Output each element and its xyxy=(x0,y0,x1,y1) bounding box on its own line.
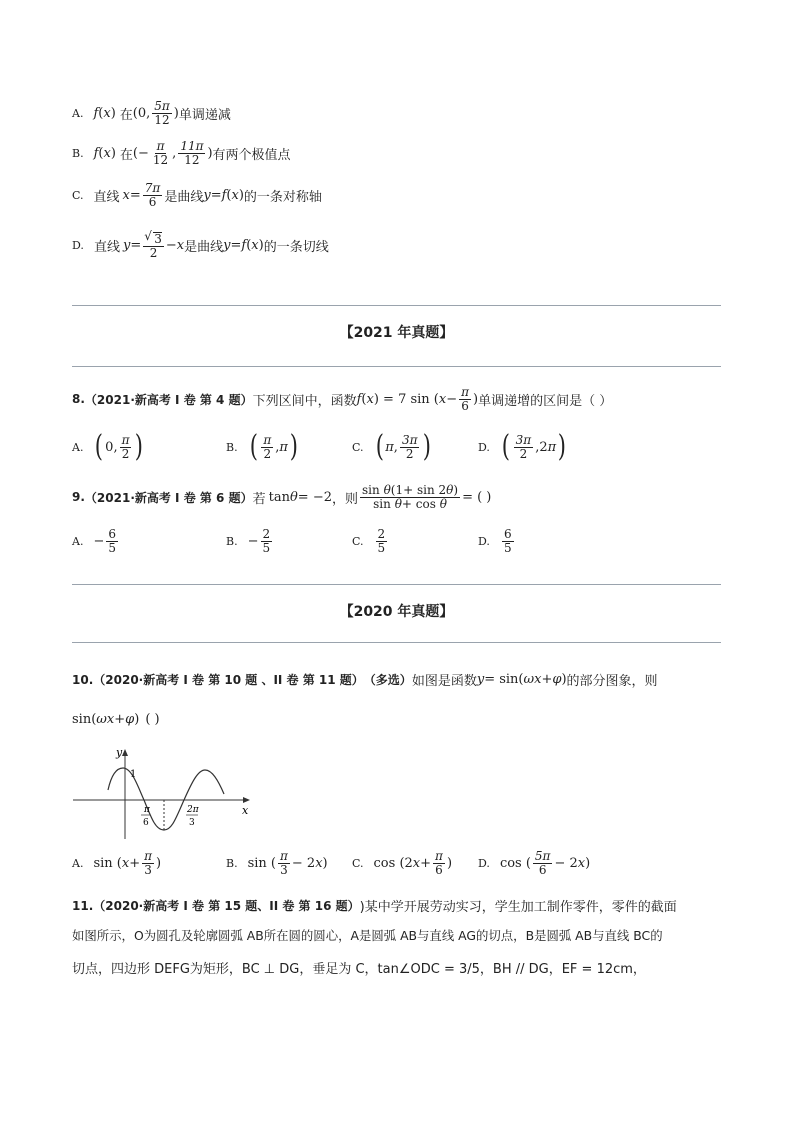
q8-option-c[interactable]: C. ( π , $\frac{3\pi}{2}$ ) xyxy=(352,429,432,464)
x-axis-arrow xyxy=(243,797,250,803)
q9-option-d[interactable]: D. $\frac{6}{5}$ xyxy=(478,527,512,555)
question-source: （2021·新高考 I 卷 第 6 题） xyxy=(84,490,253,505)
question-text: )某中学开展劳动实习，学生加工制作零件，零件的截面 xyxy=(359,900,677,915)
q10-option-a[interactable]: A. sin ( x + $\frac{\pi}{3}$ ) xyxy=(72,849,162,877)
question-11-line2 xyxy=(72,926,663,944)
q9-option-c[interactable]: C. $\frac{2}{5}$ xyxy=(352,527,386,555)
divider xyxy=(72,584,721,585)
question-11 xyxy=(72,896,677,915)
divider xyxy=(72,366,721,367)
option-text: 直线 xyxy=(93,240,120,256)
question-text: 若 xyxy=(252,491,266,507)
divider xyxy=(72,305,721,306)
option-text: 单调递减 xyxy=(178,107,231,123)
option-letter: D. xyxy=(72,239,84,253)
x-tick-label-1-den: 6 xyxy=(143,818,149,828)
option-text: 直线 xyxy=(93,189,120,205)
option-text: 的一条切线 xyxy=(263,240,329,256)
option-letter: D. xyxy=(478,856,490,870)
q8-option-d[interactable]: D. ( $\frac{3\pi}{2}$ ,2 π ) xyxy=(478,429,567,464)
option-letter: A. xyxy=(72,440,84,454)
question-text: 单调递增的区间是（ ） xyxy=(478,393,613,409)
question-blank: = ( ) xyxy=(462,489,492,505)
option-letter: D. xyxy=(478,440,490,454)
question-11-line3 xyxy=(72,958,646,977)
q10-option-d[interactable]: D. cos ( $\frac{5\pi}{6}$ − 2 x ) xyxy=(478,849,591,877)
question-text: 切点，四边形 DEFG为矩形，BC ⊥ DG，垂足为 C，tan∠ODC = 3/5，BH // DG，EF = 12cm， xyxy=(72,962,646,977)
question-8: 8. （2021·新高考 I 卷 第 4 题） 下列区间中，函数 f ( x ) = 7 sin ( x − $\frac{\pi}{6}$ ) 单调递增的区间是（ ） xyxy=(72,385,613,413)
option-letter: C. xyxy=(72,188,84,202)
q8-option-a[interactable]: A. ( 0, $\frac{\pi}{2}$ ) xyxy=(72,429,144,464)
option-letter: B. xyxy=(226,856,238,870)
option-d-prev: D. 直线 y = √ $\frac{3}{2}$ − x 是曲线 y = f ( x ) 的一条切线 xyxy=(72,232,329,259)
option-a-prev: A. f ( x ) 在 (0, $\frac{5\pi}{12}$ ) 单调递减 xyxy=(72,99,231,127)
option-letter: B. xyxy=(226,440,238,454)
question-source: （2021·新高考 I 卷 第 4 题） xyxy=(84,392,253,407)
question-number: 9. xyxy=(72,490,85,505)
option-text: 是曲线 xyxy=(184,240,224,256)
y-axis-arrow xyxy=(122,749,128,756)
option-letter: C. xyxy=(352,534,364,548)
q9-option-b[interactable]: B. − $\frac{2}{5}$ xyxy=(226,527,271,555)
divider xyxy=(72,642,721,643)
option-text: 的一条对称轴 xyxy=(243,189,322,205)
option-letter: B. xyxy=(226,534,238,548)
question-number: 10. xyxy=(72,672,94,687)
option-text: 是曲线 xyxy=(164,189,204,205)
option-text: 在 xyxy=(119,107,133,123)
q10-option-b[interactable]: B. sin ( $\frac{\pi}{3}$ − 2 x ) xyxy=(226,849,328,877)
question-blank: ( ) xyxy=(145,712,160,727)
option-letter: A. xyxy=(72,106,84,120)
option-text: 在 xyxy=(119,147,133,163)
option-c-prev: C. 直线 x = $\frac{7\pi}{6}$ 是曲线 y = f ( x ) 的一条对称轴 xyxy=(72,181,322,209)
option-letter: D. xyxy=(478,534,490,548)
x-axis-label: x xyxy=(242,804,249,817)
question-10-line2: sin( ωx + φ ) ( ) xyxy=(72,712,160,727)
sine-graph xyxy=(70,742,270,842)
q10-option-c[interactable]: C. cos (2 x + $\frac{\pi}{6}$ ) xyxy=(352,849,453,877)
question-source: （2020·新高考 I 卷 第 10 题 、II 卷 第 11 题） xyxy=(93,673,364,687)
question-number: 8. xyxy=(72,392,85,407)
x-tick-label-2: 2π xyxy=(187,805,199,815)
question-text: 如图是函数 xyxy=(411,674,477,689)
option-letter: A. xyxy=(72,534,84,548)
question-text: 如图所示，O为圆孔及轮廓圆弧 AB所在圆的圆心，A是圆弧 AB与直线 AG的切点，B是圆弧 AB与直线 BC的 xyxy=(72,928,663,943)
question-number: 11. xyxy=(72,898,94,913)
option-letter: C. xyxy=(352,856,364,870)
question-text: 的部分图象，则 xyxy=(566,674,658,689)
x-tick-label-2-den: 3 xyxy=(189,818,195,828)
question-text: 下列区间中，函数 xyxy=(252,393,357,409)
question-type: （多选） xyxy=(363,673,412,687)
x-tick-label-1: π xyxy=(144,805,150,815)
option-letter: B. xyxy=(72,146,84,160)
question-source: （2020·新高考 I 卷 第 15 题、II 卷 第 16 题） xyxy=(93,899,360,913)
question-9: 9. （2021·新高考 I 卷 第 6 题） 若 tan θ = −2 ，则 $\frac{\text{sin θ(1+ sin 2θ)}}{\text{sin θ+ cos θ}}$ = ( ) xyxy=(72,483,492,511)
section-heading-2021: 【2021 年真题】 xyxy=(339,325,454,341)
q9-option-a[interactable]: A. − $\frac{6}{5}$ xyxy=(72,527,116,555)
section-heading-2020: 【2020 年真题】 xyxy=(339,604,454,620)
q8-option-b[interactable]: B. ( $\frac{\pi}{2}$ , π ) xyxy=(226,429,298,464)
option-text: 有两个极值点 xyxy=(212,147,291,163)
option-letter: A. xyxy=(72,856,84,870)
question-text: ，则 xyxy=(332,491,359,507)
y-tick-label: 1 xyxy=(130,769,137,780)
question-10: 10. （2020·新高考 I 卷 第 10 题 、II 卷 第 11 题） （多选） 如图是函数 y = sin( ωx + φ ) 的部分图象，则 xyxy=(72,672,658,689)
option-b-prev: B. f ( x ) 在 (− $\frac{\pi}{12}$ , $\frac{11\pi}{12}$ ) 有两个极值点 xyxy=(72,139,291,167)
option-letter: C. xyxy=(352,440,364,454)
y-axis-label: y xyxy=(116,746,123,759)
